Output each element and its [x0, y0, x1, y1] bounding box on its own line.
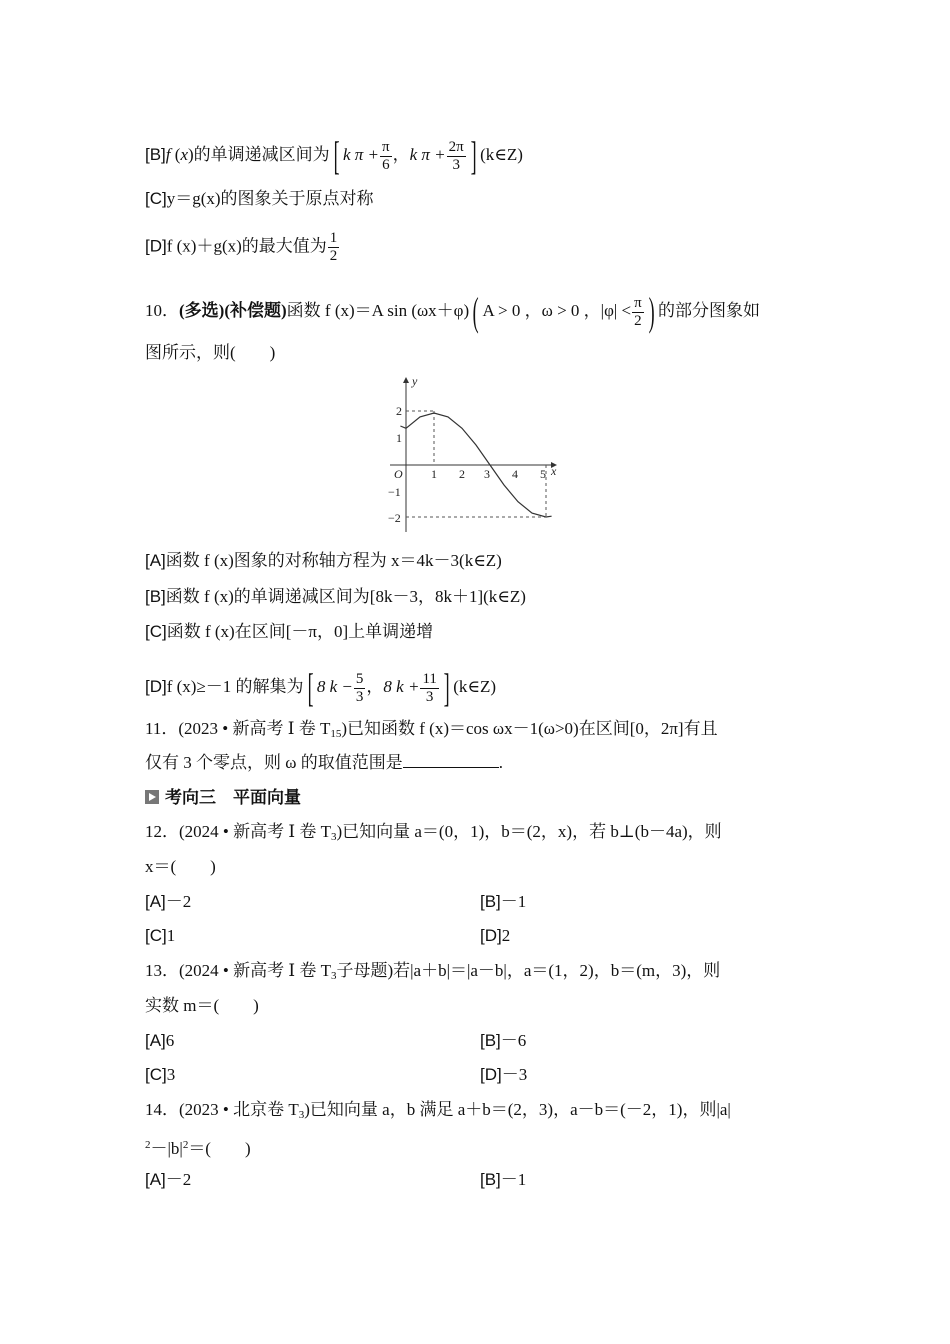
q10-option-b[interactable]: [B]函数 f (x)的单调递减区间为[8k－3，8k＋1](k∈Z) — [145, 587, 526, 606]
y-axis-label: y — [412, 374, 418, 388]
q12-option-c[interactable]: [C]1 — [145, 926, 176, 945]
q14-option-a[interactable]: [A]－2 — [145, 1170, 192, 1189]
y-tick-neg1: −1 — [388, 485, 401, 499]
q12-line1: 12．(2024 • 新高考 Ⅰ 卷 $T_3$)已知向量 a＝(0，1)，b＝(2，x)，若 b⊥(b－4a)，则 — [145, 822, 722, 843]
option-label: [B] — [145, 587, 166, 606]
q10-option-a[interactable]: [A]函数 f (x)图象的对称轴方程为 x＝4k－3(k∈Z) — [145, 551, 502, 570]
option-label: [B] — [145, 144, 166, 164]
y-tick-neg2: −2 — [388, 511, 401, 525]
x-tick-2: 2 — [459, 467, 465, 481]
q9-option-c[interactable]: [C]y＝g(x)的图象关于原点对称 — [145, 189, 374, 208]
fraction: $\frac{11}{3}$ — [422, 670, 437, 705]
q9-option-d[interactable]: [D]f (x)＋g(x)的最大值为 $\frac{1}{2}$ — [145, 230, 338, 264]
sine-graph — [384, 372, 564, 537]
q14-line2: $^2-|b|^2=$( ) — [145, 1139, 251, 1158]
q12-line2: x＝( ) — [145, 857, 216, 876]
q11-line1: 11．(2023 • 新高考 Ⅰ 卷 $T_{15}$)已知函数 f (x)＝cos ωx－1(ω>0)在区间[0，2π]有且 — [145, 719, 718, 740]
q10-option-d[interactable]: [D]f (x)≥－1 的解集为[ 8 k − $\frac{5}{3}$ ，8 k + $\frac{11}{3}$ ] (k∈Z) — [145, 665, 497, 710]
q9-option-b[interactable]: [B]f (x)的单调递减区间为[ k π + $\frac{\pi}{6}$ ，k π + $\frac{2\pi}{3}$ ] (k∈Z) — [145, 133, 523, 178]
x-axis-label: x — [551, 464, 557, 478]
x-tick-5: 5 — [540, 467, 546, 481]
q10-stem-line1: 10．(多选)(补偿题)函数 f (x)＝A sin (ωx＋φ)( A > 0 ，ω > 0 ，|φ| < $\frac{\pi}{2}$ ) 的部分图象如 — [145, 289, 761, 334]
y-tick-2: 2 — [396, 404, 402, 418]
q14-line1: 14．(2023 • 北京卷 $T_3$)已知向量 a，b 满足 a＋b＝(2，3)，a－b＝(－2，1)，则|a| — [145, 1100, 731, 1121]
q11-line2: 仅有 3 个零点，则 ω 的取值范围是 . — [145, 753, 503, 772]
q10-stem-line2: 图所示，则( ) — [145, 343, 276, 362]
q12-option-a[interactable]: [A]－2 — [145, 892, 192, 911]
fraction: $\frac{2\pi}{3}$ — [448, 138, 464, 173]
x-tick-1: 1 — [431, 467, 437, 481]
q12-option-b[interactable]: [B]－1 — [480, 892, 527, 911]
q13-option-b[interactable]: [B]－6 — [480, 1031, 527, 1050]
option-label: [C] — [145, 189, 167, 208]
origin-label: O — [394, 467, 403, 481]
fraction: $\frac{\pi}{6}$ — [382, 138, 390, 173]
q10-option-c[interactable]: [C]函数 f (x)在区间[－π，0]上单调递增 — [145, 622, 434, 641]
fraction: $\frac{\pi}{2}$ — [634, 294, 642, 329]
q13-option-d[interactable]: [D]－3 — [480, 1065, 528, 1084]
x-tick-4: 4 — [512, 467, 518, 481]
q13-line2: 实数 m＝( ) — [145, 996, 259, 1015]
section-header: 考向三 平面向量 — [145, 787, 301, 809]
fraction: $\frac{5}{3}$ — [355, 670, 364, 705]
q13-option-c[interactable]: [C]3 — [145, 1065, 176, 1084]
q13-line1: 13．(2024 • 新高考 Ⅰ 卷 $T_3$子母题)若|a＋b|＝|a－b|，a＝(1，2)，b＝(m，3)，则 — [145, 961, 721, 982]
q14-option-b[interactable]: [B]－1 — [480, 1170, 527, 1189]
option-label: [C] — [145, 622, 167, 641]
answer-blank[interactable] — [403, 753, 499, 768]
option-label: [A] — [145, 551, 166, 570]
q13-option-a[interactable]: [A]6 — [145, 1031, 175, 1050]
q12-option-d[interactable]: [D]2 — [480, 926, 511, 945]
play-icon — [145, 790, 159, 804]
option-label: [D] — [145, 676, 167, 696]
y-tick-1: 1 — [396, 431, 402, 445]
x-tick-3: 3 — [484, 467, 490, 481]
option-label: [D] — [145, 236, 167, 256]
fraction: $\frac{1}{2}$ — [329, 230, 338, 264]
